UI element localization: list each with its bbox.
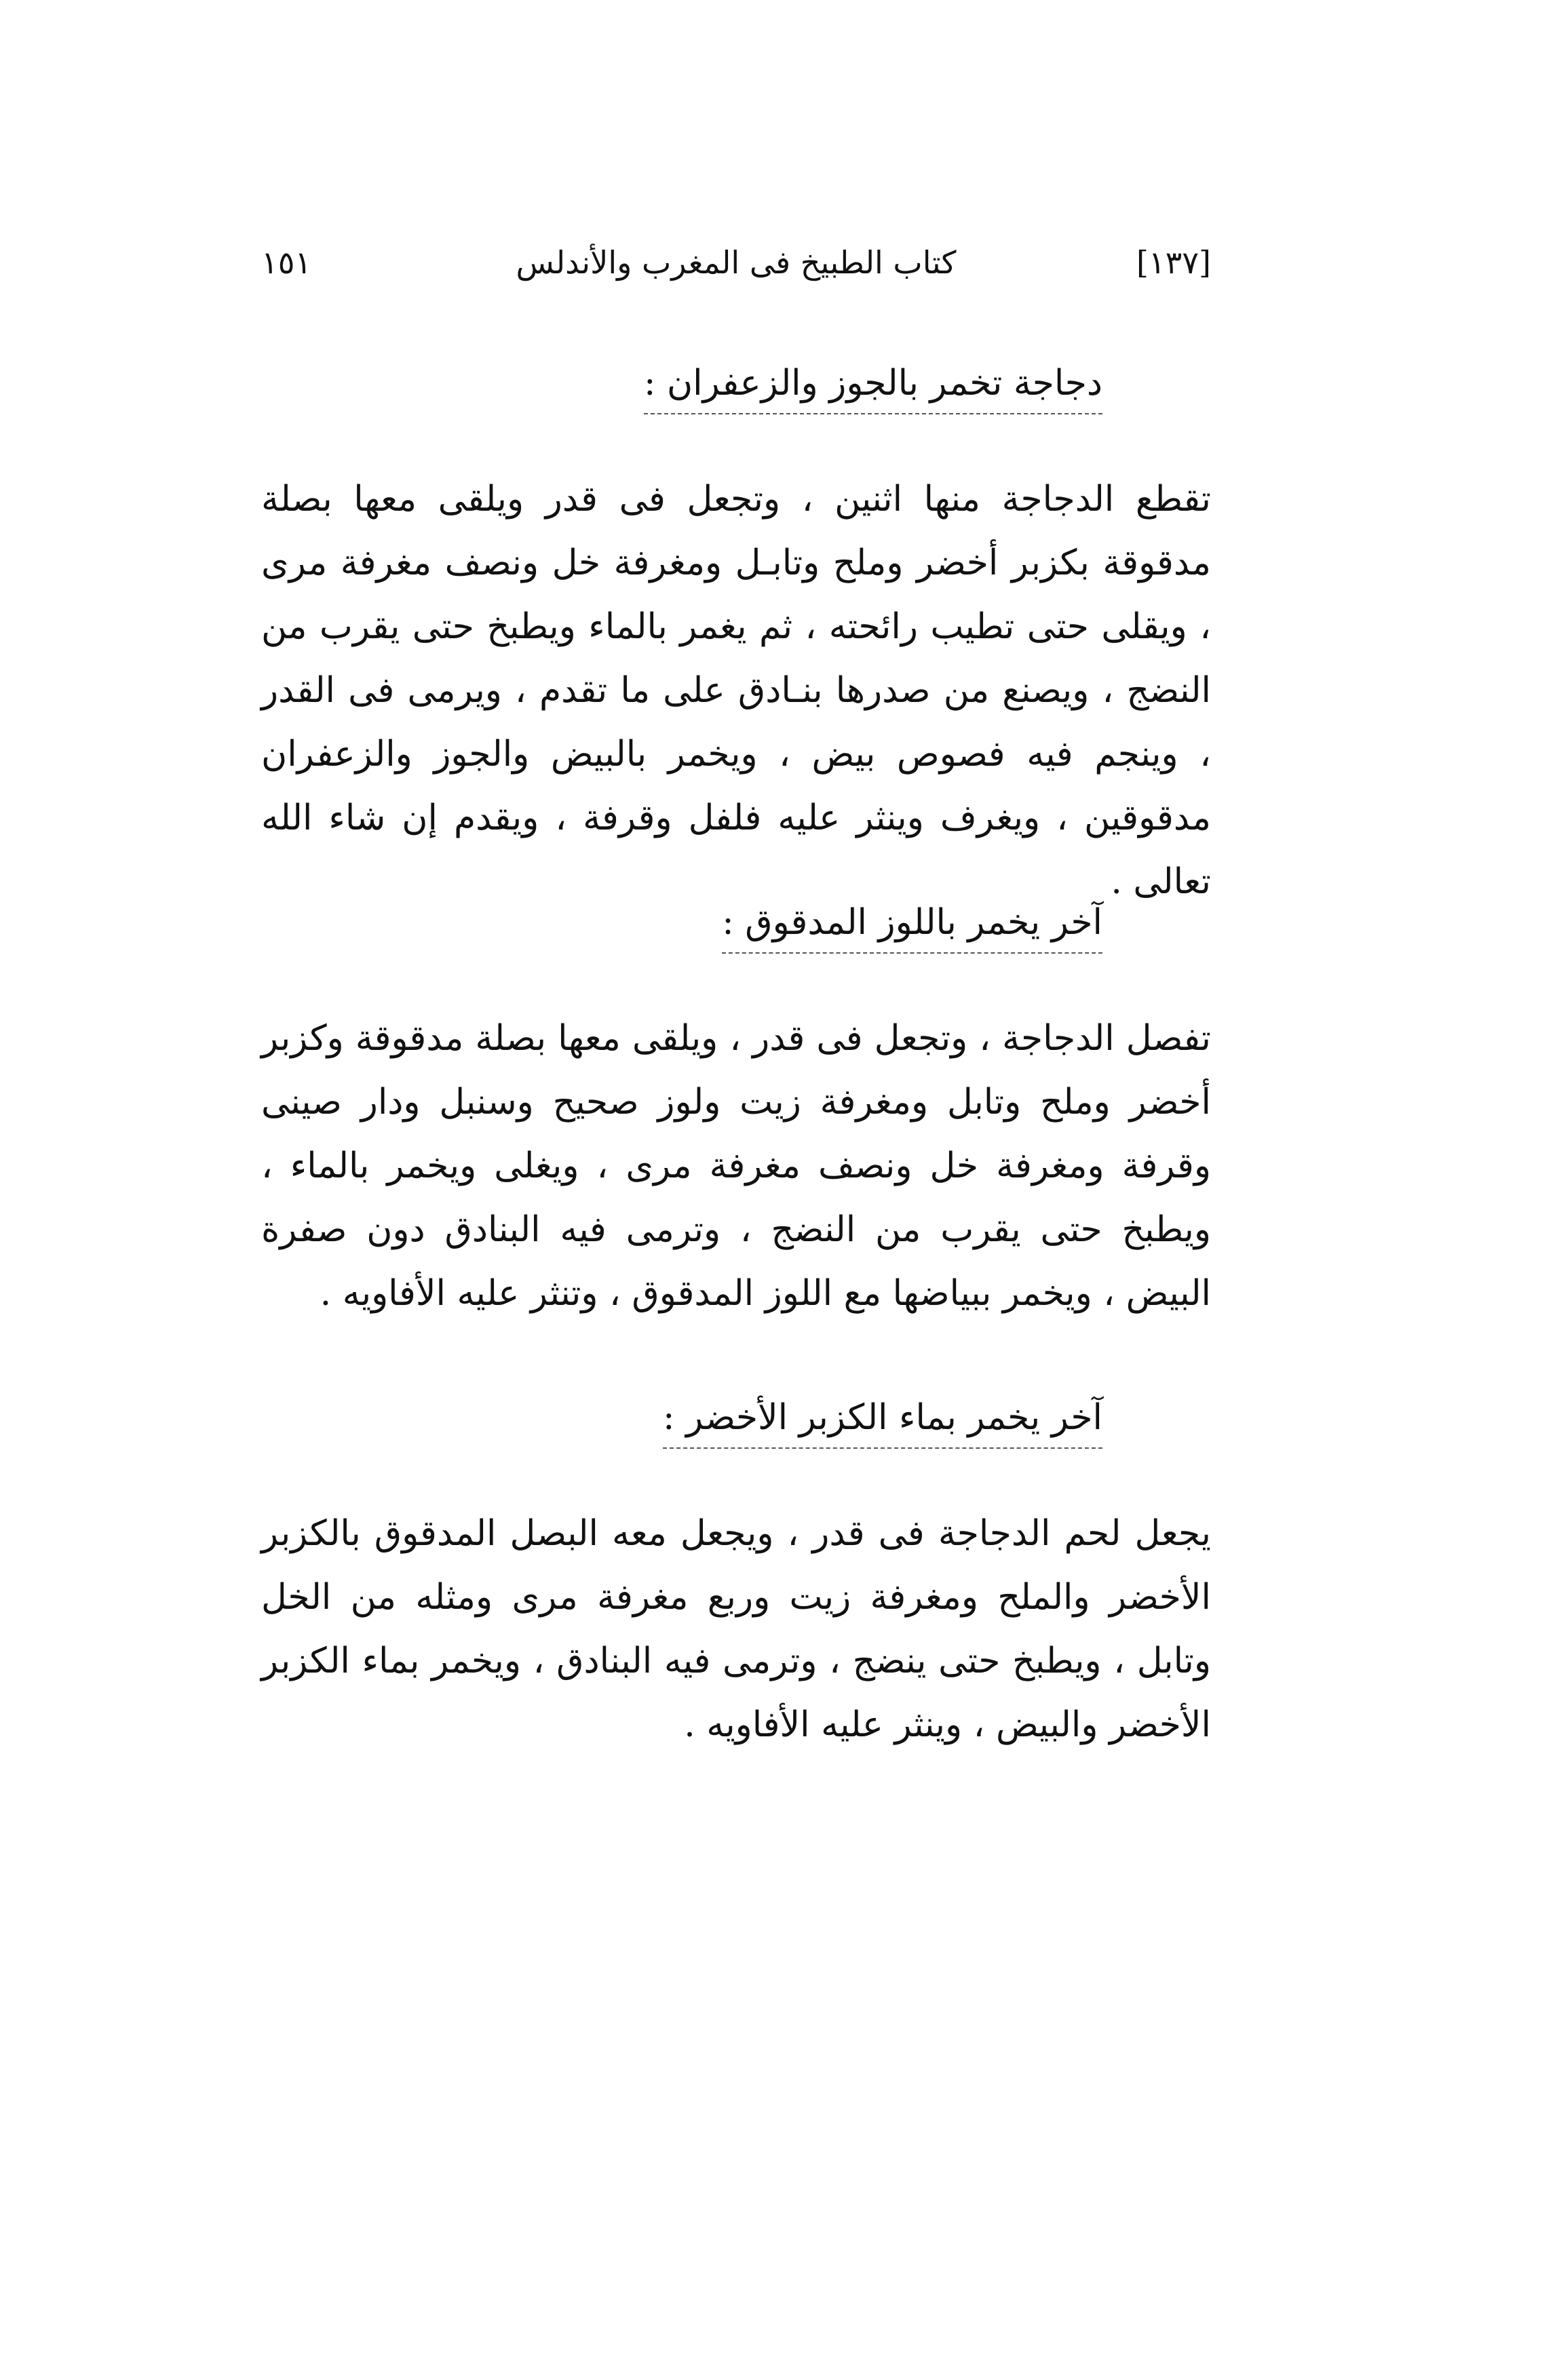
recipe-heading: آخر يخمر باللوز المدقوق : <box>722 902 1102 954</box>
recipe-heading: دجاجة تخمر بالجوز والزعفران : <box>644 363 1102 414</box>
running-title: كتاب الطبيخ فى المغرب والأندلس <box>516 244 957 281</box>
page-number: ١٥١ <box>261 244 312 281</box>
recipe-heading: آخر يخمر بماء الكزبر الأخضر : <box>663 1397 1102 1449</box>
recipe-text: تفصل الدجاجة ، وتجعل فى قدر ، ويلقى معها بصلة مدقوقة وكزبر أخضر وملح وتابل ومغرفة زيت ولوز صحيح وسنبل ودار صينى وقرفة ومغرفة خل ونصف مغرفة مرى ، ويغلى ويخمر بالماء ، ويطبخ حتى يقرب من النضج ، وترمى فيه البنادق دون صفرة البيض ، ويخمر ببياضها مع اللوز المدقوق ، وتنثر عليه الأفاويه . <box>261 1018 1211 1314</box>
recipe-text: تقطع الدجاجة منها اثنين ، وتجعل فى قدر ويلقى معها بصلة مدقوقة بكزبر أخضر وملح وتابـل ومغرفة خل ونصف مغرفة مرى ، ويقلى حتى تطيب رائحته ، ثم يغمر بالماء ويطبخ حتى يقرب من النضج ، ويصنع من صدرها بنـادق على ما تقدم ، ويرمى فى القدر ، وينجم فيه فصوص بيض ، ويخمر بالبيض والجوز والزعفران مدقوقين ، ويغرف وينثر عليه فلفل وقرفة ، ويقدم إن شاء الله تعالى . <box>261 479 1211 902</box>
recipe-section-2 <box>261 902 1211 1361</box>
recipe-text: يجعل لحم الدجاجة فى قدر ، ويجعل معه البصل المدقوق بالكزبر الأخضر والملح ومغرفة زيت وربع مغرفة مرى ومثله من الخل وتابل ، ويطبخ حتى ينضج ، وترمى فيه البنادق ، ويخمر بماء الكزبر الأخضر والبيض ، وينثر عليه الأفاويه . <box>261 1513 1211 1745</box>
recipe-section-1 <box>261 363 1211 949</box>
original-page-number: [١٣٧] <box>1136 244 1211 281</box>
page-header <box>261 237 1211 298</box>
recipe-section-3 <box>261 1397 1211 1792</box>
